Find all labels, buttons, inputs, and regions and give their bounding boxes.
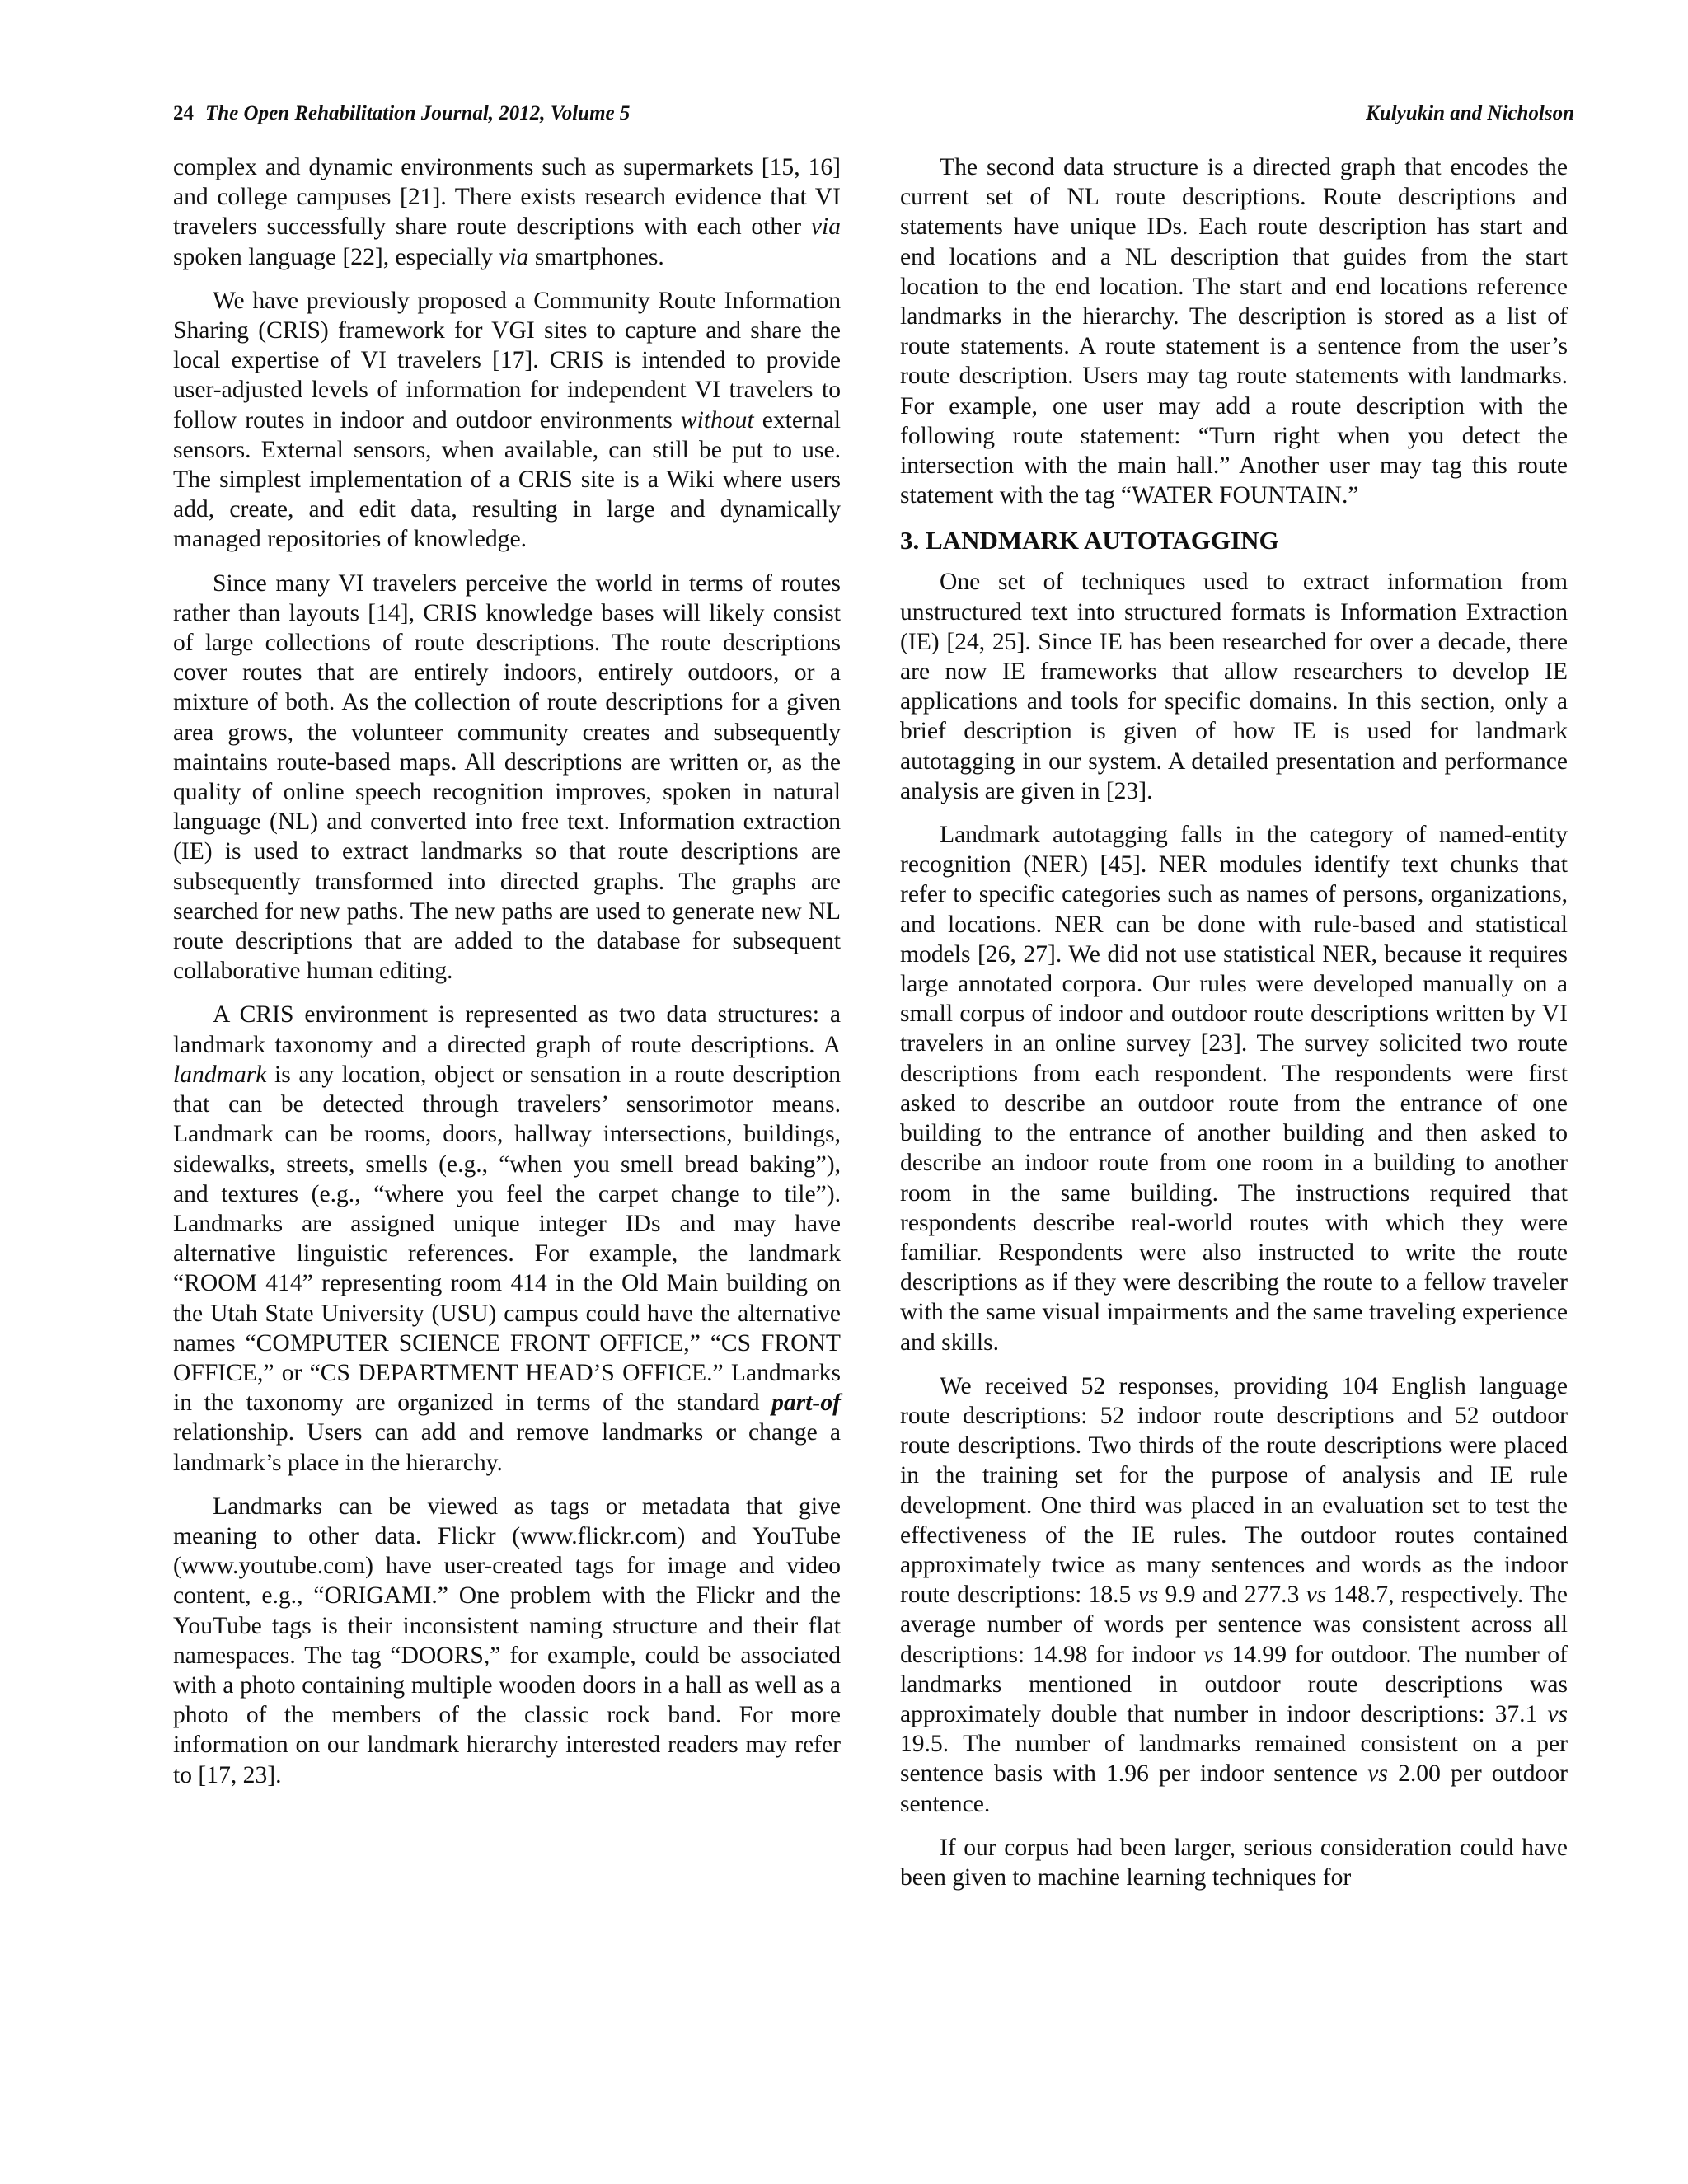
- paragraph-information-extraction: One set of techniques used to extract information from unstructured text into structured formats is Information Extraction (IE) [24, 25]. Since IE has been researched for over a decade, there are now IE frameworks that allow researchers to develop IE applications and tools for specific domains. In this section, only a brief description is given of how IE is used for landmark autotagging in our system. A detailed presentation and performance analysis are given in [23].: [900, 569, 1568, 804]
- page-number: 24: [173, 102, 194, 124]
- paragraph-cris-framework: We have previously proposed a Community Route Information Sharing (CRIS) framework for VGI sites to capture and share the local expertise of VI travelers [17]. CRIS is intended to provide user-adjusted levels of information for independent VI travelers to follow routes in indoor and outdoor environments without external sensors. External sensors, when available, can still be put to use. The simplest implementation of a CRIS site is a Wiki where users add, create, and edit data, resulting in large and dynamically managed repositories of knowledge.: [173, 287, 841, 553]
- running-header: [173, 97, 1574, 130]
- paragraph-continued: complex and dynamic environments such as supermarkets [15, 16] and college campuses [21]. There exists research evidence that VI travelers successfully share route descriptions with each other via spoken language [22], especially via smartphones.: [173, 154, 841, 270]
- paragraph-route-descriptions: Since many VI travelers perceive the world in terms of routes rather than layouts [14], CRIS knowledge bases will likely consist of large collections of route descriptions. The route descriptions cover routes that are entirely indoors, entirely outdoors, or a mixture of both. As the collection of route descriptions for a given area grows, the volunteer community creates and subsequently maintains route-based maps. All descriptions are written or, as the quality of online speech recognition improves, spoken in natural language (NL) and converted into free text. Information extraction (IE) is used to extract landmarks so that route descriptions are subsequently transformed into directed graphs. The graphs are searched for new paths. The new paths are used to generate new NL route descriptions that are added to the database for subsequent collaborative human editing.: [173, 569, 841, 985]
- journal-title: The Open Rehabilitation Journal, 2012, Volume 5: [205, 102, 631, 124]
- paragraph-corpus-size: If our corpus had been larger, serious consideration could have been given to machine learning techniques for: [900, 1834, 1568, 1891]
- paragraph-landmarks-as-tags: Landmarks can be viewed as tags or metadata that give meaning to other data. Flickr (www.flickr.com) and YouTube (www.youtube.com) have user-created tags for image and video content, e.g., “ORIGAMI.” One problem with the Flickr and the YouTube tags is their inconsistent naming structure and their flat namespaces. The tag “DOORS,” for example, could be associated with a photo containing multiple wooden doors in a hall as well as a photo of the members of the classic rock band. For more information on our landmark hierarchy interested readers may refer to [17, 23].: [173, 1493, 841, 1788]
- section-heading: 3. LANDMARK AUTOTAGGING: [900, 526, 1279, 555]
- right-column: [900, 152, 1568, 1906]
- left-column: [173, 152, 841, 1804]
- paragraph-survey-responses: We received 52 responses, providing 104 English language route descriptions: 52 indoor route descriptions and 52 outdoor route descriptions. Two thirds of the route descriptions were placed in the training set for the purpose of analysis and IE rule development. One third was placed in an evaluation set to test the effectiveness of the IE rules. The outdoor routes contained approximately twice as many sentences and words as the indoor route descriptions: 18.5 vs 9.9 and 277.3 vs 148.7, respectively. The average number of words per sentence was consistent across all descriptions: 14.98 for indoor vs 14.99 for outdoor. The number of landmarks mentioned in outdoor route descriptions was approximately double that number in indoor descriptions: 37.1 vs 19.5. The number of landmarks remained consistent on a per sentence basis with 1.96 per indoor sentence vs 2.00 per outdoor sentence.: [900, 1372, 1568, 1817]
- paragraph-directed-graph: The second data structure is a directed graph that encodes the current set of NL route descriptions. Route descriptions and statements have unique IDs. Each route description has start and end locations and a NL description that guides from the start location to the end location. The start and end locations reference landmarks in the hierarchy. The description is stored as a list of route statements. A route statement is a sentence from the user’s route description. Users may tag route statements with landmarks. For example, one user may add a route description with the following route statement: “Turn right when you detect the intersection with the main hall.” Another user may tag this route statement with the tag “WATER FOUNTAIN.”: [900, 154, 1568, 509]
- paragraph-data-structures: A CRIS environment is represented as two data structures: a landmark taxonomy and a directed graph of route descriptions. A landmark is any location, object or sensation in a route description that can be detected through travelers’ sensorimotor means. Landmark can be rooms, doors, hallway intersections, buildings, sidewalks, streets, smells (e.g., “when you smell bread baking”), and textures (e.g., “where you feel the carpet change to tile”). Landmarks are assigned unique integer IDs and may have alternative linguistic references. For example, the landmark “ROOM 414” representing room 414 in the Old Main building on the Utah State University (USU) campus could have the alternative names “COMPUTER SCIENCE FRONT OFFICE,” “CS FRONT OFFICE,” or “CS DEPARTMENT HEAD’S OFFICE.” Landmarks in the taxonomy are organized in terms of the standard part-of relationship. Users can add and remove landmarks or change a landmark’s place in the hierarchy.: [173, 1001, 841, 1476]
- paragraph-ner: Landmark autotagging falls in the category of named-entity recognition (NER) [45]. NER modules identify text chunks that refer to specific categories such as names of persons, organizations, and locations. NER can be done with rule-based and statistical models [26, 27]. We did not use statistical NER, because it requires large annotated corpora. Our rules were developed manually on a small corpus of indoor and outdoor route descriptions written by VI travelers in an online survey [23]. The survey solicited two route descriptions from each respondent. The respondents were first asked to describe an outdoor route from the entrance of one building to the entrance of another building and then asked to describe an indoor route from one room in a building to another room in the same building. The instructions required that respondents describe real-world routes with which they were familiar. Respondents were also instructed to write the route descriptions as if they were describing the route to a fellow traveler with the same visual impairments and the same traveling experience and skills.: [900, 822, 1568, 1356]
- author-names: Kulyukin and Nicholson: [1366, 102, 1574, 124]
